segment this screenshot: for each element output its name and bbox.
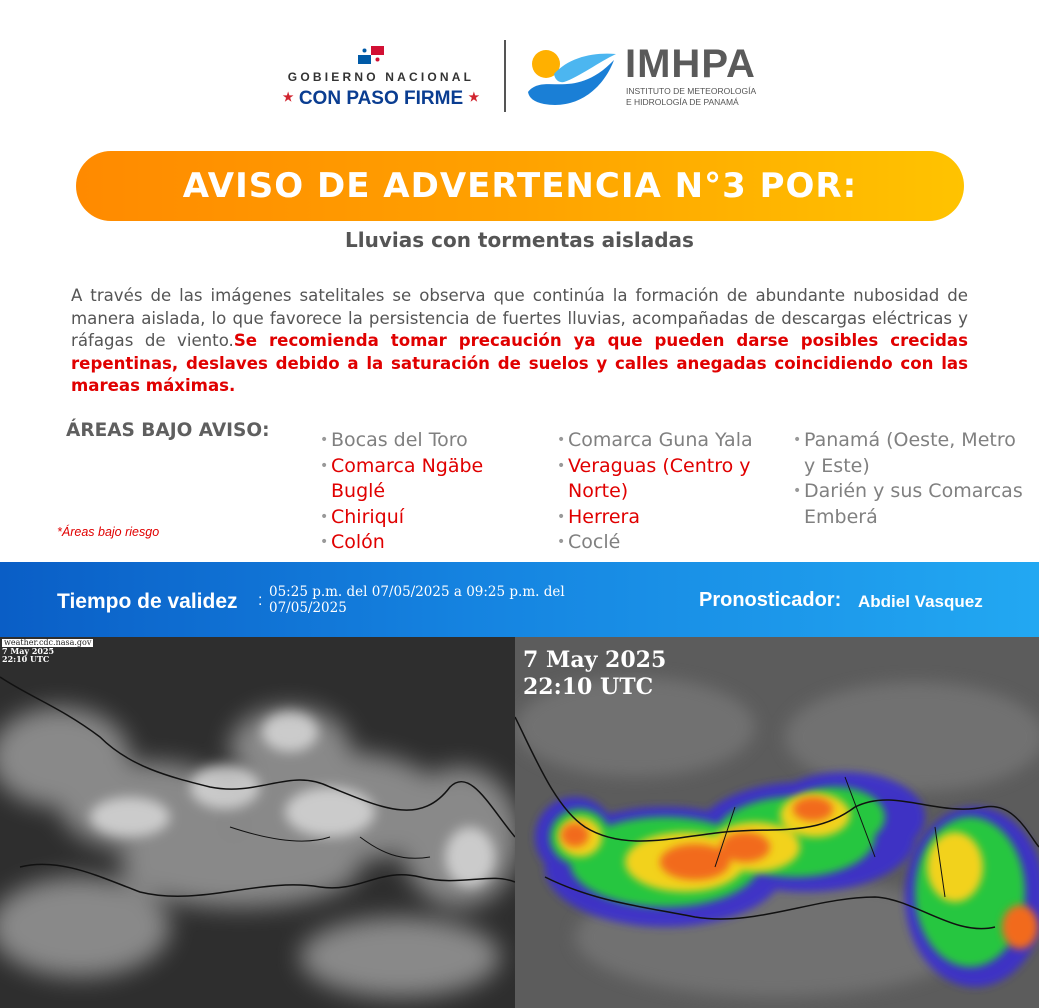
star-icon: ★ — [468, 90, 480, 104]
imhpa-logo — [524, 42, 764, 112]
panama-flag-icon — [358, 46, 384, 64]
areas-column-2 — [557, 428, 792, 556]
alert-subtitle: Lluvias con tormentas aisladas — [345, 228, 694, 252]
area-item: • Darién y sus Comarcas Emberá — [793, 479, 1023, 530]
satellite-visible-image — [0, 637, 515, 1008]
validity-label: Tiempo de validez — [57, 590, 238, 613]
left-image-date: 7 May 2025 — [2, 646, 55, 656]
satellite-infrared-image — [515, 637, 1039, 1008]
forecaster-label: Pronosticador: — [699, 589, 842, 611]
government-logo — [270, 44, 492, 114]
area-item: • Comarca Guna Yala — [557, 428, 792, 454]
org-subtitle-line2: E HIDROLOGÍA DE PANAMÁ — [626, 97, 739, 107]
validity-value: 05:25 p.m. del 07/05/2025 a 09:25 p.m. del 07/05/2025 — [269, 584, 565, 616]
area-item-risk: • Colón — [320, 530, 530, 556]
header-divider — [504, 40, 506, 112]
area-item-risk: • Herrera — [557, 505, 792, 531]
area-item-risk: • Chiriquí — [320, 505, 530, 531]
alert-banner — [76, 151, 964, 221]
areas-column-1 — [320, 428, 530, 556]
gov-slogan-text — [270, 88, 492, 110]
area-item: • Panamá (Oeste, Metro y Este) — [793, 428, 1023, 479]
right-image-timestamp — [523, 647, 666, 701]
areas-column-3 — [793, 428, 1023, 530]
right-image-time: 22:10 UTC — [523, 674, 654, 700]
alert-title: AVISO DE ADVERTENCIA N°3 POR: — [182, 166, 858, 206]
gov-name-text: GOBIERNO NACIONAL — [287, 70, 475, 84]
left-image-time: 22:10 UTC — [2, 654, 50, 664]
area-item: • Bocas del Toro — [320, 428, 530, 454]
org-subtitle-line1: INSTITUTO DE METEOROLOGÍA — [626, 86, 757, 96]
warning-text: Se recomienda tomar precaución ya que pueden darse posibles crecidas repentinas, deslaves debido a la saturación de suelos y calles anegadas coincidiendo con las mareas máximas. — [71, 331, 968, 395]
risk-note: *Áreas bajo riesgo — [57, 525, 160, 539]
areas-title: ÁREAS BAJO AVISO: — [66, 420, 270, 441]
star-icon: ★ — [282, 90, 294, 104]
area-item-risk: • Veraguas (Centro y Norte) — [557, 454, 792, 505]
left-image-source: weather.cdc.nasa.gov — [4, 638, 92, 647]
validity-colon: : — [258, 592, 263, 609]
forecaster-name: Abdiel Vasquez — [858, 592, 983, 611]
area-item-risk: • Comarca Ngäbe Buglé — [320, 454, 530, 505]
area-item: • Coclé — [557, 530, 792, 556]
imhpa-swirl-icon — [524, 42, 619, 112]
org-name: IMHPA — [625, 42, 756, 86]
visible-cloud-map — [0, 637, 515, 1008]
validity-bar — [0, 562, 1039, 637]
alert-description — [71, 285, 968, 398]
left-image-timestamp — [2, 639, 93, 663]
gov-slogan: CON PASO FIRME — [298, 88, 464, 109]
description-text: A través de las imágenes satelitales se observa que continúa la formación de abundante nubosidad de manera aislada, lo que favorece la persistencia de fuertes lluvias, acompañadas de descargas eléctricas y ráfagas de viento. — [71, 286, 968, 350]
org-subtitle — [626, 86, 756, 108]
right-image-date: 7 May 2025 — [523, 647, 667, 673]
